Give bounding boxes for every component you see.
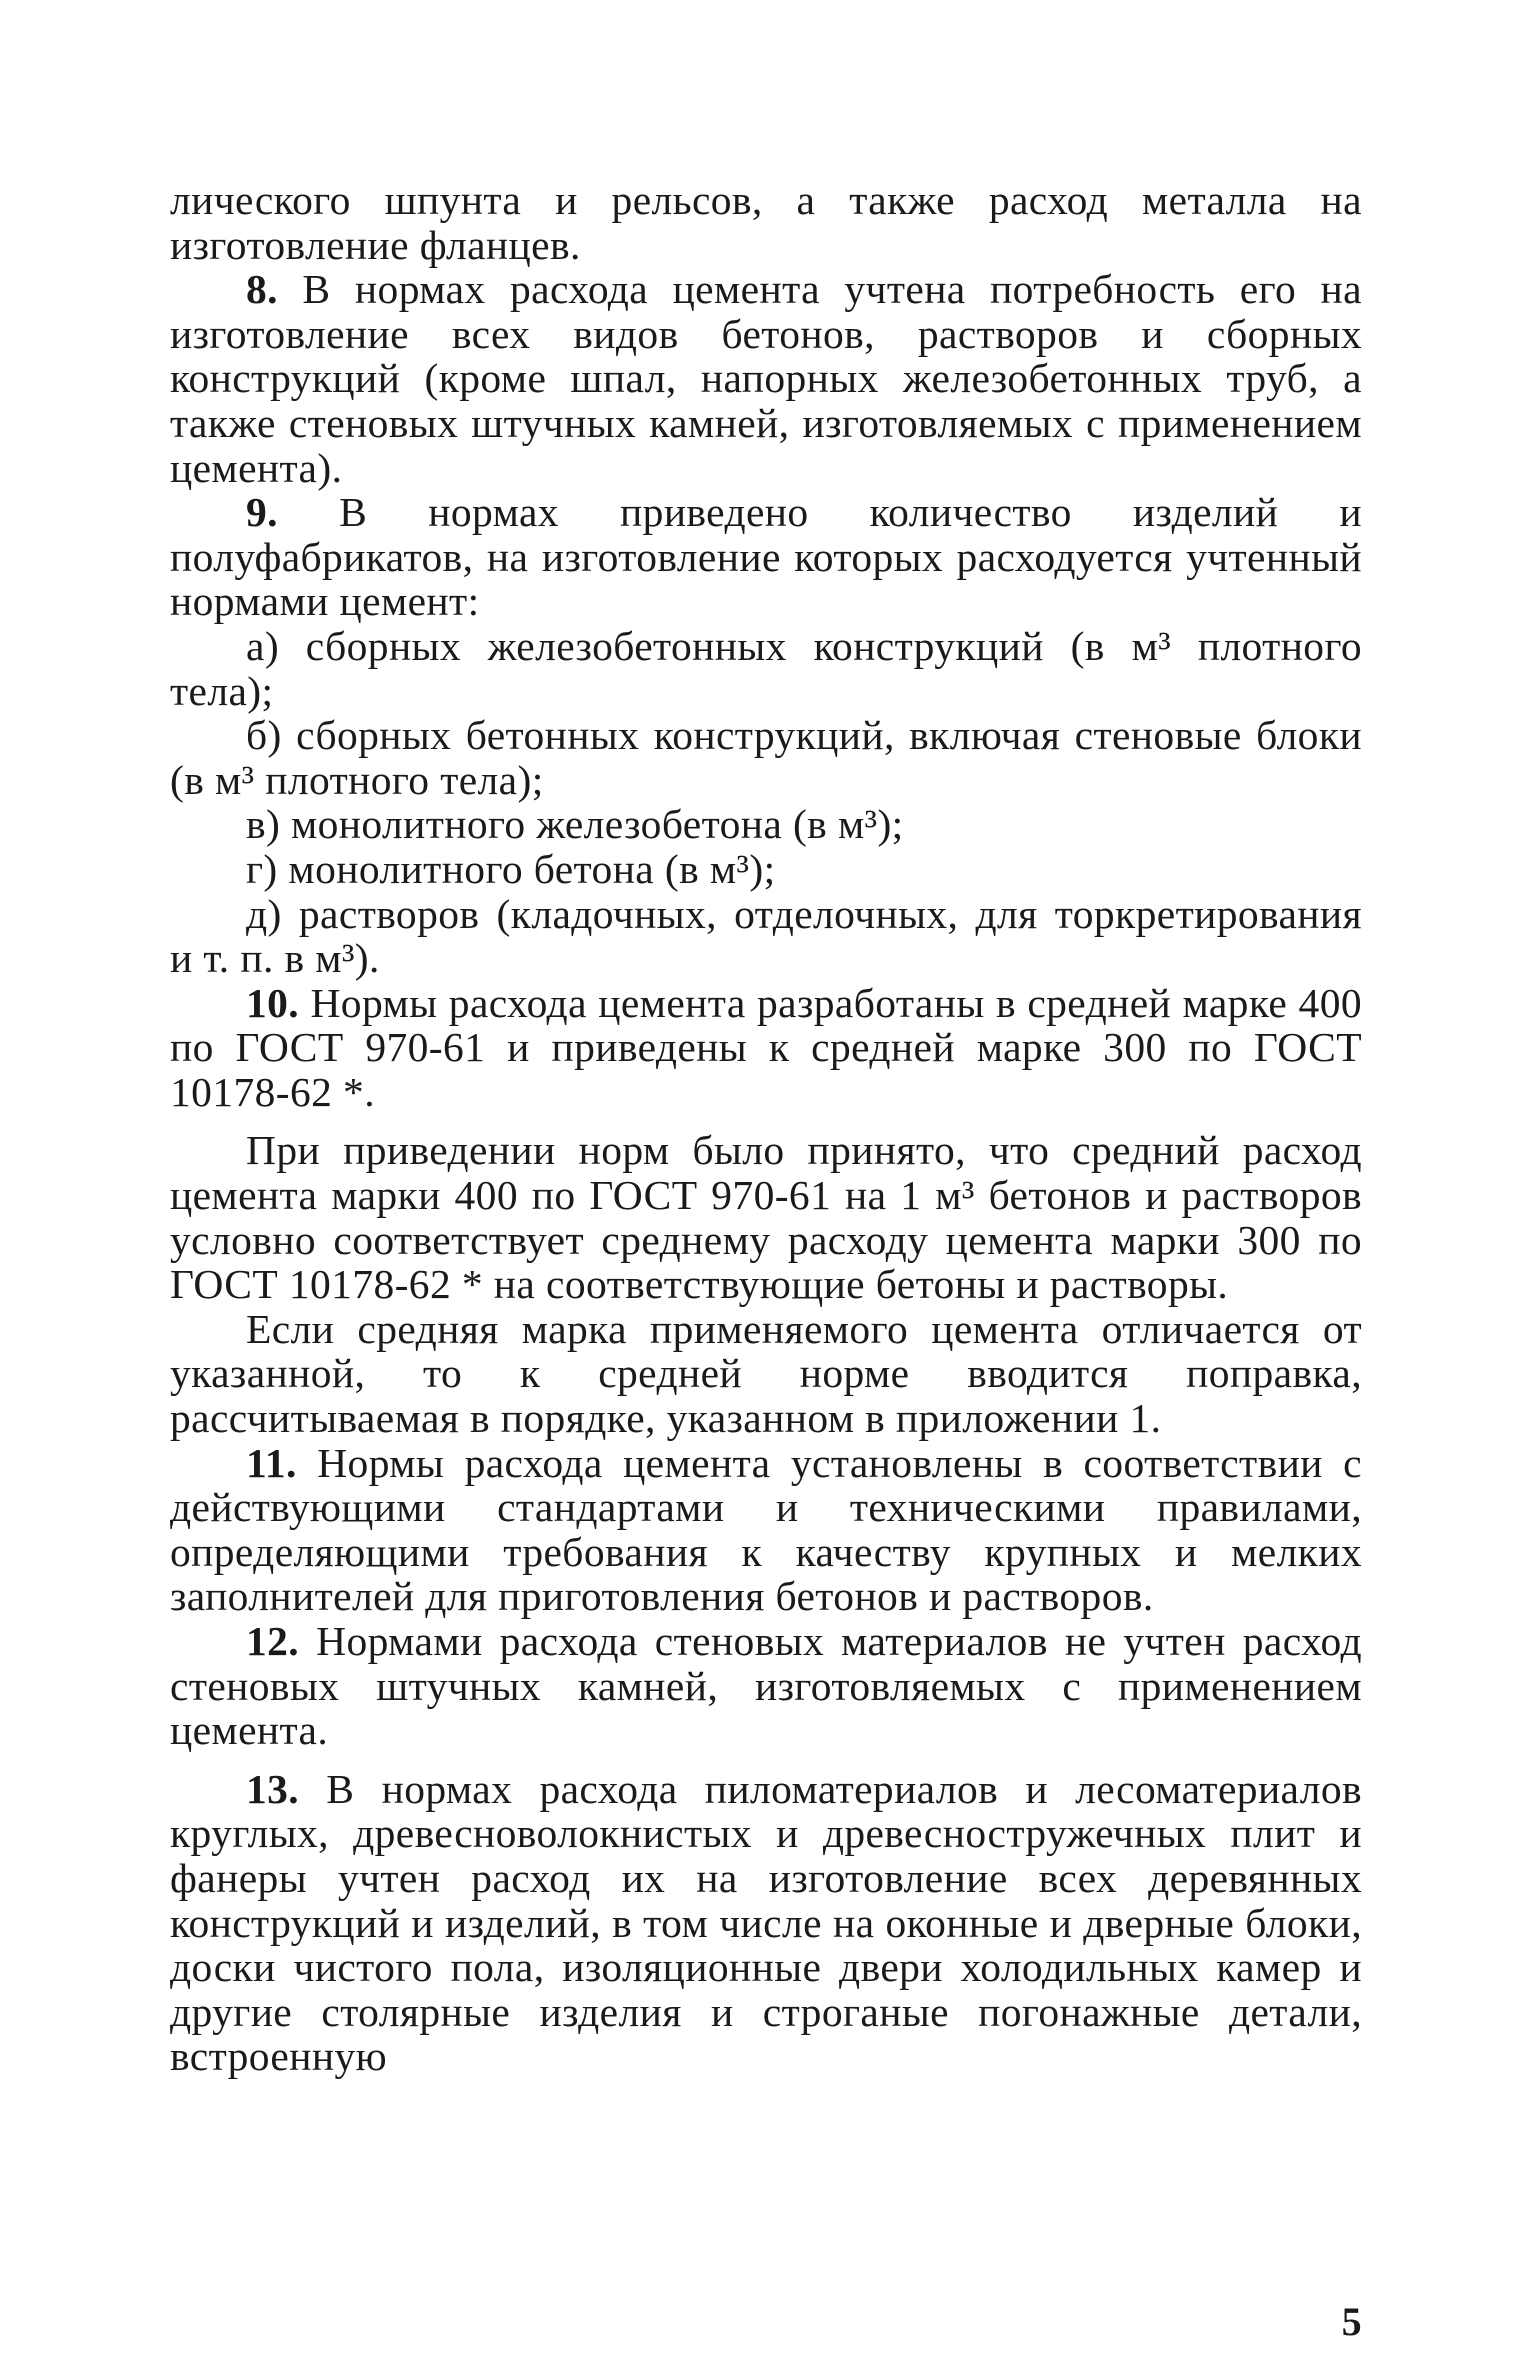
paragraph-9 <box>170 490 1362 624</box>
list-item-d <box>170 892 1362 981</box>
paragraph-10 <box>170 981 1362 1115</box>
paragraph-continuation <box>170 178 1362 267</box>
paragraph-8 <box>170 267 1362 490</box>
paragraph-10-note-2 <box>170 1307 1362 1441</box>
paragraph-text: лического шпунта и рельсов, а также расход металла на изготовление фланцев. <box>170 177 1362 268</box>
paragraph-text: В нормах расхода пиломатериалов и лесоматериалов круглых, древесноволокнистых и древесностружечных плит и фанеры учтен расход их на изготовление всех деревянных конструкций и изделий, в том числе на оконные и дверные блоки, доски чистого пола, изоляционные двери холодильных камер и другие столярные изделия и строганые погонажные детали, встроенную <box>170 1765 1362 2080</box>
list-item-b <box>170 713 1362 802</box>
paragraph-number: 13. <box>246 1765 300 1812</box>
paragraph-12 <box>170 1619 1362 1753</box>
paragraph-text: Нормы расхода цемента установлены в соответствии с действующими стандартами и техническими правилами, определяющими требования к качеству крупных и мелких заполнителей для приготовления бетонов и растворов. <box>170 1439 1362 1620</box>
paragraph-text: В нормах расхода цемента учтена потребность его на изготовление всех видов бетонов, растворов и сборных конструкций (кроме шпал, напорных железобетонных труб, а также стеновых штучных камней, изготовляемых с применением цемента). <box>170 266 1362 491</box>
paragraph-number: 10. <box>246 979 300 1026</box>
list-item-text: а) сборных железобетонных конструкций (в м³ плотного тела); <box>170 622 1362 714</box>
paragraph-number: 8. <box>246 266 278 313</box>
paragraph-text: Нормы расхода цемента разработаны в средней марке 400 по ГОСТ 970-61 и приведены к средней марке 300 по ГОСТ 10178-62 *. <box>170 979 1362 1115</box>
paragraph-text: В нормах приведено количество изделий и полуфабрикатов, на изготовление которых расходуется учтенный нормами цемент: <box>170 489 1362 625</box>
page-number: 5 <box>1341 2299 1362 2344</box>
list-item-v <box>170 802 1362 847</box>
paragraph-text: Нормами расхода стеновых материалов не учтен расход стеновых штучных камней, изготовляемых с применением цемента. <box>170 1618 1362 1754</box>
list-item-text: г) монолитного бетона (в м³); <box>246 845 776 892</box>
list-item-text: б) сборных бетонных конструкций, включая стеновые блоки (в м³ плотного тела); <box>170 712 1362 803</box>
paragraph-10-note-1 <box>170 1128 1362 1306</box>
paragraph-13 <box>170 1767 1362 2079</box>
body-text <box>170 178 1362 2079</box>
list-item-g <box>170 847 1362 892</box>
list-item-text: д) растворов (кладочных, отделочных, для торкретирования и т. п. в м³). <box>170 890 1362 982</box>
paragraph-text: При приведении норм было принято, что средний расход цемента марки 400 по ГОСТ 970-61 на 1 м³ бетонов и растворов условно соответствует среднему расходу цемента марки 300 по ГОСТ 10178-62 * на соответствующие бетоны и растворы. <box>170 1127 1362 1308</box>
list-item-a <box>170 624 1362 713</box>
paragraph-number: 9. <box>246 489 278 536</box>
paragraph-number: 12. <box>246 1618 300 1664</box>
document-page <box>170 177 1362 2344</box>
paragraph-number: 11. <box>246 1439 297 1486</box>
paragraph-text: Если средняя марка применяемого цемента отличается от указанной, то к средней норме вводится поправка, рассчитываемая в порядке, указанном в приложении 1. <box>170 1305 1362 1442</box>
list-item-text: в) монолитного железобетона (в м³); <box>246 801 904 848</box>
paragraph-11 <box>170 1441 1362 1619</box>
